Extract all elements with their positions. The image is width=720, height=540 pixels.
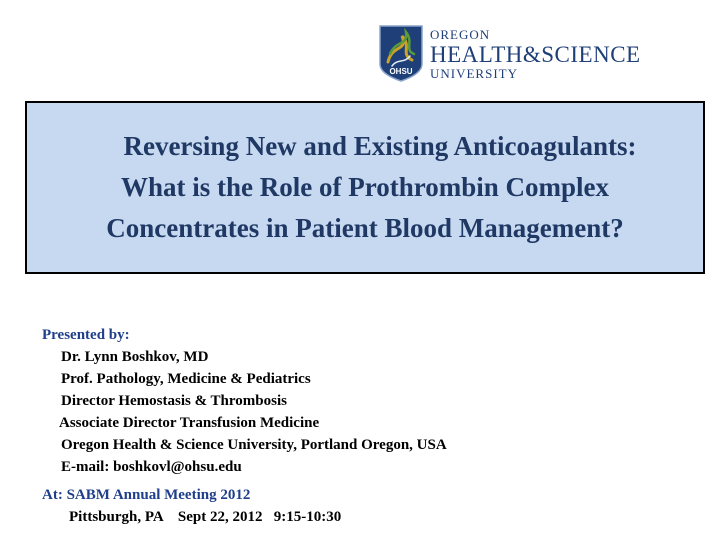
event-meeting: At: SABM Annual Meeting 2012	[42, 487, 251, 503]
presenter-block	[42, 324, 682, 478]
presenter-affiliation: Oregon Health & Science University, Portland Oregon, USA	[61, 437, 447, 453]
event-location-time: Pittsburgh, PA Sept 22, 2012 9:15-10:30	[69, 509, 342, 525]
presenter-role-1: Prof. Pathology, Medicine & Pediatrics	[61, 371, 311, 387]
title-line-1: Reversing New and Existing Anticoagulants:	[123, 131, 637, 161]
title-line-2: What is the Role of Prothrombin Complex	[120, 172, 609, 202]
presenter-role-3: Associate Director Transfusion Medicine	[59, 415, 320, 431]
presented-by-label: Presented by:	[42, 327, 130, 343]
title-box	[25, 101, 705, 274]
presenter-email: E-mail: boshkovl@ohsu.edu	[61, 459, 242, 475]
logo-line-health-science: HEALTH&SCIENCE	[430, 42, 641, 67]
event-block	[42, 484, 682, 528]
presenter-name: Dr. Lynn Boshkov, MD	[61, 349, 209, 365]
presenter-role-2: Director Hemostasis & Thrombosis	[61, 393, 287, 409]
ohsu-logo	[378, 24, 678, 86]
shield-label: OHSU	[389, 67, 413, 76]
slide-title	[75, 126, 654, 249]
title-line-3: Concentrates in Patient Blood Management?	[106, 213, 624, 243]
logo-line-university: UNIVERSITY	[430, 66, 518, 81]
logo-line-oregon: OREGON	[430, 27, 491, 42]
ohsu-wordmark	[430, 26, 641, 80]
ohsu-shield-icon	[378, 24, 424, 82]
